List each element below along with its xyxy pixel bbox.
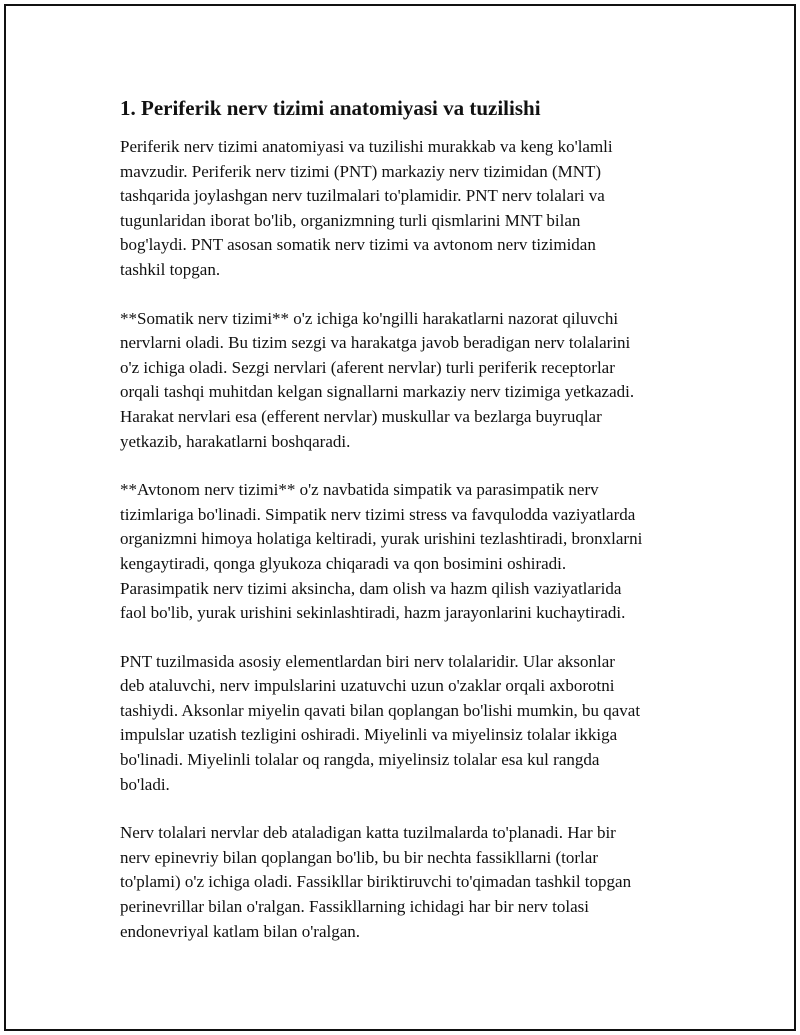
paragraph-nerves: Nerv tolalari nervlar deb ataladigan katta tuzilmalarda to'planadi. Har bir nerv epinevriy bilan qoplangan bo'lib, bu bir nechta fassikllarni (torlar to'plami) o'z ichiga oladi. Fassikllar biriktiruvchi to'qimadan tashkil topgan perinevrillar bilan o'ralgan. Fassikllarning ichidagi har bir nerv tolasi endonevriyal katlam bilan o'ralgan. bbox=[120, 823, 632, 941]
page-frame bbox=[4, 4, 796, 1031]
paragraph-autonomic: **Avtonom nerv tizimi** o'z navbatida simpatik va parasimpatik nerv tizimlariga bo'linadi. Simpatik nerv tizimi stress va favqulodda vaziyatlarda organizmni himoya holatiga keltiradi, yurak urishini tezlashtiradi, bronxlarni kengaytiradi, qonga glyukoza chiqaradi va qon bosimini oshiradi. Parasimpatik nerv tizimi aksincha, dam olish va hazm qilish vaziyatlarida faol bo'lib, yurak urishini sekinlashtiradi, hazm jarayonlarini kuchaytiradi. bbox=[120, 480, 643, 623]
paragraph-intro: Periferik nerv tizimi anatomiyasi va tuzilishi murakkab va keng ko'lamli mavzudir. Periferik nerv tizimi (PNT) markaziy nerv tizimidan (MNT) tashqarida joylashgan nerv tuzilmalari to'plamidir. PNT nerv tolalari va tugunlaridan iborat bo'lib, organizmning turli qismlarini MNT bilan bog'laydi. PNT asosan somatik nerv tizimi va avtonom nerv tizimidan tashkil topgan. bbox=[120, 137, 613, 279]
document-content bbox=[120, 94, 680, 968]
paragraph-nerve-fibers: PNT tuzilmasida asosiy elementlardan biri nerv tolalaridir. Ular aksonlar deb ataluvchi, nerv impulslarini uzatuvchi uzun o'zaklar orqali axborotni tashiydi. Aksonlar miyelin qavati bilan qoplangan bo'lishi mumkin, bu qavat impulslar uzatish tezligini oshiradi. Miyelinli va miyelinsiz tolalar ikkiga bo'linadi. Miyelinli tolalar oq rangda, miyelinsiz tolalar esa kul rangda bo'ladi. bbox=[120, 651, 641, 794]
section-title: 1. Periferik nerv tizimi anatomiyasi va tuzilishi bbox=[120, 96, 541, 120]
paragraph-somatic: **Somatik nerv tizimi** o'z ichiga ko'ngilli harakatlarni nazorat qiluvchi nervlarni oladi. Bu tizim sezgi va harakatga javob beradigan nerv tolalarini o'z ichiga oladi. Sezgi nervlari (aferent nervlar) turli periferik receptorlar orqali tashqi muhitdan kelgan signallarni markaziy nerv tizimiga yetkazadi. Harakat nervlari esa (efferent nervlar) muskullar va bezlarga buyruqlar yetkazib, harakatlarni boshqaradi. bbox=[120, 308, 635, 451]
